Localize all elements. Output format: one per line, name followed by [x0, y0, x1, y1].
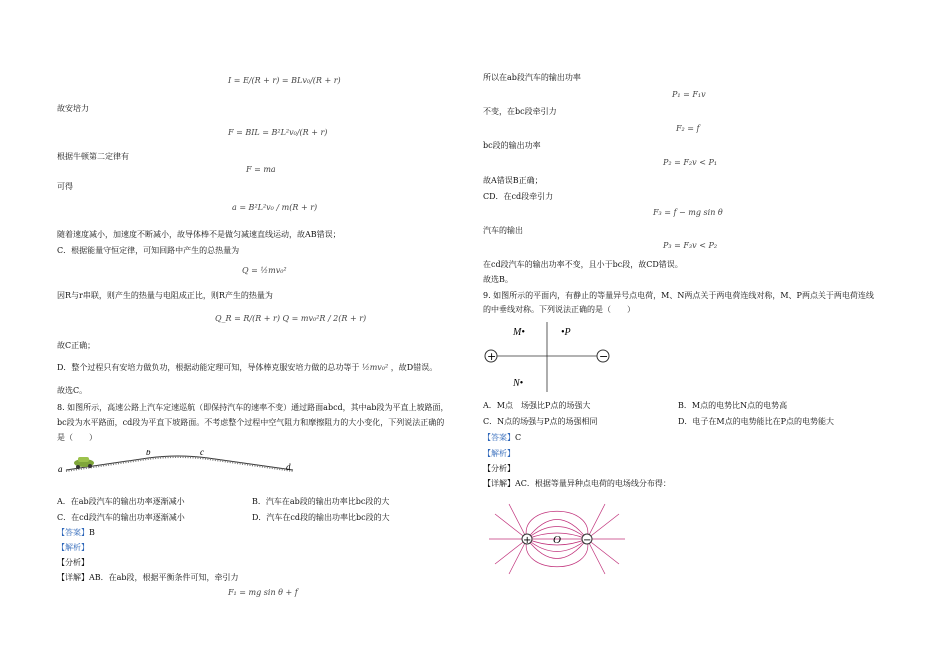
q9-option-d: D．电子在M点的电势能比在P点的电势能大: [678, 417, 834, 426]
eq-p2: P₂ = F₂v < P₁: [663, 158, 718, 167]
option-d-text: D．整个过程只有安培力做负功，根据动能定理可知，导体棒克服安培力做的总功等于: [57, 363, 360, 372]
minus-symbol: −: [599, 350, 609, 363]
plus-symbol: +: [487, 350, 497, 363]
right-line2: 不变，在bc段牵引力: [483, 107, 557, 116]
series-line: 因R与r串联，则产生的热量与电阻成正比，则R产生的热量为: [57, 291, 273, 300]
eq-f2: F₂ = f: [676, 124, 700, 133]
answer-value: B: [89, 528, 95, 537]
option-d-eq: ½mv₀²: [361, 363, 389, 372]
answer-value-9: C: [515, 433, 522, 442]
q9-analysis-tag: 【解析】: [483, 449, 515, 458]
speed-line: 随着速度减小，加速度不断减小，故导体棒不是做匀减速直线运动，故AB错误；: [57, 230, 341, 239]
road-label-d: d: [286, 462, 291, 472]
eq-current: I = E/(R + r) = BLv₀/(R + r): [228, 76, 341, 85]
road-figure: [58, 450, 298, 476]
right-line3: bc段的输出功率: [483, 141, 541, 150]
road-hatch: [66, 457, 293, 471]
anpei-label: 故安培力: [57, 104, 89, 113]
option-d-line: [57, 363, 437, 373]
eq-heat-r: Q_R = R/(R + r) Q = mv₀²R / 2(R + r): [215, 314, 367, 323]
right-line1: 所以在ab段汽车的输出功率: [483, 73, 581, 82]
kede-label: 可得: [57, 182, 73, 191]
road-label-b: b: [146, 450, 151, 457]
q9-option-a: A．M点 场强比P点的场强大: [483, 401, 591, 410]
q9-detail: 【详解】AC．根据等量异种点电荷的电场线分布得：: [483, 479, 671, 488]
right-line6: 汽车的输出: [483, 226, 523, 235]
q8-option-d: D．汽车在cd段的输出功率比bc段的大: [252, 513, 390, 522]
right-line5: CD．在cd段牵引力: [483, 192, 554, 201]
eq-p3: P₃ = F₃v < P₂: [663, 241, 718, 250]
eq-ampere-force: F = BIL = B²L²v₀/(R + r): [228, 128, 328, 137]
road-surface: [66, 456, 293, 470]
q8-detail: 【详解】AB．在ab段，根据平衡条件可知，牵引力: [57, 573, 239, 582]
newton-label: 根据牛顿第二定律有: [57, 152, 129, 161]
q8-line2: bc段为水平路面，cd段为平直下坡路面。不考虑整个过程中空气阻力和摩擦阻力的大小变化，下列说法正确的: [57, 418, 445, 427]
right-line8: 故选B。: [483, 275, 513, 284]
eq-acceleration: a = B²L²v₀ / m(R + r): [232, 203, 318, 212]
q8-analysis-tag: 【解析】: [57, 543, 89, 552]
eq-total-heat: Q = ½mv₀²: [242, 266, 287, 275]
road-label-c: c: [200, 450, 204, 457]
right-line7: 在cd段汽车的输出功率不变，且小于bc段，故CD错误。: [483, 260, 683, 269]
q8-line1: 8. 如图所示，高速公路上汽车定速巡航（即保持汽车的速率不变）通过路面abcd，其中ab段为平直上坡路面，: [57, 403, 449, 412]
field-center-o: O: [553, 534, 561, 546]
q8-fenxi: 【分析】: [57, 558, 89, 567]
c-correct-line: 故C正确；: [57, 341, 96, 350]
q9-answer: [483, 433, 521, 443]
eq-f3: F₃ = f − mg sin θ: [653, 208, 723, 217]
option-d-end: ，故D错误。: [390, 363, 438, 372]
q9-line1: 9. 如图所示的平面内，有静止的等量异号点电荷，M、N两点关于两电荷连线对称，M、P两点关于两电荷连线: [483, 291, 874, 300]
q8-option-c: C．在cd段汽车的输出功率逐渐减小: [57, 513, 185, 522]
eq-p1: P₁ = F₁v: [672, 90, 706, 99]
q9-fenxi: 【分析】: [483, 464, 515, 473]
q9-line2: 的中垂线对称。下列说法正确的是（ ）: [483, 305, 635, 314]
q9-option-c: C．N点的场强与P点的场强相同: [483, 417, 598, 426]
charges-figure: [483, 320, 613, 395]
answer-tag-9: 【答案】: [483, 433, 515, 442]
field-lines-figure: [487, 492, 637, 587]
point-p-label: •P: [561, 327, 571, 338]
field-plus: +: [523, 535, 532, 546]
q9-option-b: B．M点的电势比N点的电势高: [678, 401, 788, 410]
q8-option-b: B．汽车在ab段的输出功率比bc段的大: [252, 497, 390, 506]
q8-answer: [57, 528, 95, 538]
field-minus: −: [583, 535, 592, 546]
point-m-label: M•: [513, 327, 525, 338]
right-line4: 故A错误B正确；: [483, 176, 543, 185]
option-c-line: C．根据能量守恒定律，可知回路中产生的总热量为: [57, 246, 240, 255]
answer-tag: 【答案】: [57, 528, 89, 537]
eq-newton: F = ma: [246, 165, 276, 174]
eq-traction-f1: F₁ = mg sin θ + f: [228, 588, 298, 597]
choose-c-line: 故选C。: [57, 386, 88, 395]
road-label-a: a: [58, 464, 63, 474]
q8-option-a: A．在ab段汽车的输出功率逐渐减小: [57, 497, 185, 506]
q8-line3: 是（ ）: [57, 433, 97, 442]
point-n-label: N•: [513, 378, 524, 389]
